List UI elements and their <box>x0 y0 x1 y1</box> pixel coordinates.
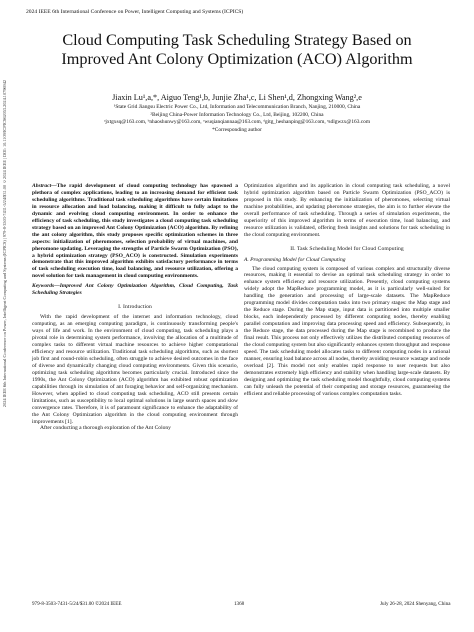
right-paragraph-2: The cloud computing system is composed of various complex and structurally diverse resources, making it essential to devise an optimal task scheduling strategy in order to enhance system efficiency and resource utilization. Presently, cloud computing systems widely adopt the MapReduce programming model, as it is particularly well-suited for handling the generation and processing of large-scale datasets. The MapReduce programming model divides computation tasks into two primary stages: the Map stage and the Reduce stage. During the Map stage, input data is partitioned into multiple smaller blocks, each independently processed by different computing nodes, thereby enabling parallel computation and improving data processing speed and efficiency. Subsequently, in the Reduce stage, the data processed during the Map stage is recombined to produce the final result. This process not only effectively utilizes the distributed computing resources of the cloud computing system but also significantly enhances system throughput and response speed. The task scheduling model allocates tasks to different computing nodes in a rational manner, ensuring load balance across all nodes, thereby avoiding resource wastage and node overload [2]. This model not only enables rapid response to user requests but also demonstrates extremely high efficiency and stability when handling large-scale datasets. By designing and optimizing the task scheduling model thoughtfully, cloud computing systems can fully unleash the potential of their computing and storage resources, guaranteeing the efficient and reliable processing of various complex computation tasks. <box>244 265 450 397</box>
doi-sidebar <box>2 80 11 620</box>
footer-isbn: 979-8-3503-7431-5/24/$31.00 ©2024 IEEE <box>32 601 122 607</box>
affiliation-1: ¹State Grid Jiangsu Electric Power Co., Ltd, Information and Telecommunication Branch, Nanjing, 210000, China <box>113 104 361 110</box>
abstract-label: Abstract— <box>32 183 57 189</box>
right-column <box>244 183 450 398</box>
author-emails: ᵃjxtgxsq@163.com, ᵇnhaoshunwy@163.com, ᶜwuqianqiannaa@163.com, ᵈgitg_heshanping@163.com, ᵉsdlgwzx@163.com <box>103 119 371 126</box>
abstract-text: The rapid development of cloud computing technology has spawned a plethora of complex applications, leading to an increasing demand for efficient task scheduling algorithms. Traditional task scheduling algorithms have certain limitations in resource allocation and load balancing, making it difficult to fully adapt to the dynamic and evolving cloud computing environment. In order to enhance the efficiency of task scheduling, this study investigates a cloud computing task scheduling strategy based on an improved Ant Colony Optimization (ACO) algorithm. By refining the ant colony algorithm, this study proposes specific optimization schemes in three aspects: initialization of pheromones, selection probability of virtual machines, and pheromone updating. Leveraging the strengths of Particle Swarm Optimization (PSO), a hybrid optimization strategy (PSO_ACO) is constructed. Simulation experiments demonstrate that this improved algorithm exhibits satisfactory performance in terms of task scheduling execution time, load balancing, and resource utilization, offering a novel solution for task management in cloud computing environments. <box>32 183 238 280</box>
keywords-label: Keywords— <box>32 283 60 290</box>
section-heading-task-scheduling: II. Task Scheduling Model for Cloud Computing <box>290 245 404 252</box>
right-paragraph-1: Optimization algorithm and its application in cloud computing task scheduling, a novel hybrid optimization algorithm based on Particle Swarm Optimization (PSO_ACO) is proposed in this study. By enhancing the initialization of pheromones, selecting virtual machine probabilities, and updating pheromone strategies, the aim is to further elevate the overall performance of task scheduling. Through a series of simulation experiments, the superiority of this improved algorithm in terms of execution time, load balancing, and resource utilization is validated, offering fresh insights and solutions for task scheduling in the cloud computing environment. <box>244 183 450 238</box>
footer-page-number: 1368 <box>234 601 245 607</box>
affiliation-2: ²Beijing China-Power Information Technology Co., Ltd, Beijing, 102200, China <box>150 111 324 118</box>
keywords-text: Improved Ant Colony Optimization Algorithm, Cloud Computing, Task Scheduling Strategies <box>32 283 238 297</box>
author-list: Jiaxin Lu¹,a,*, Aiguo Teng¹,b, Junjie Zha¹,c, Li Shen¹,d, Zhongxing Wang²,e <box>112 93 362 102</box>
paper-title: Cloud Computing Task Scheduling Strategy Based on Improved Ant Colony Optimization (ACO) Algorithm <box>61 31 413 68</box>
conference-header: 2024 IEEE 6th International Conference on Power, Intelligent Computing and Systems (ICPICS) <box>26 9 244 15</box>
intro-paragraph-1: With the rapid development of the internet and information technology, cloud computing, as an emerging computing paradigm, is continuously transforming people's ways of life and work. In the environment of cloud computing, task scheduling plays a pivotal role in determining system performance, involving the allocation of a multitude of complex tasks to different virtual machine resources to achieve higher computational efficiency and resource utilization. Traditional task scheduling algorithms, such as shortest job first and round-robin scheduling, often struggle to achieve desired outcomes in the face of diverse and dynamically changing cloud computing environments. Given this scenario, optimizing task scheduling algorithms becomes particularly crucial. Introduced since the 1990s, the Ant Colony Optimization (ACO) algorithm has exhibited robust optimization capabilities through its simulation of ant foraging behavior and self-organizing mechanism. However, when applied to cloud computing task scheduling, ACO still presents certain limitations, such as susceptibility to local optimal solutions in large search spaces and slow convergence rates. Therefore, it is of paramount significance to enhance the adaptability of the Ant Colony Optimization algorithm in the cloud computing environment through improvements [1]. <box>32 314 238 425</box>
affiliations <box>24 104 450 134</box>
subsection-heading-programming-model: A. Programming Model for Cloud Computing <box>244 256 346 263</box>
section-heading-introduction: I. Introduction <box>118 304 152 311</box>
left-column <box>32 183 238 432</box>
keywords <box>32 283 238 297</box>
corresponding-author: *Corresponding author <box>212 126 262 133</box>
abstract <box>32 183 238 280</box>
footer-date: July 26-28, 2024 Shenyang, China <box>380 601 451 607</box>
doi-sidebar-text: 2024 IEEE 6th International Conference on Power, Intelligent Computing and Systems (ICPICS) | 979-8-3503-7431-5/24/$31.00 ©2024 IEEE | DOI: 10.1109/ICPICS62053.2024.10796942 <box>2 80 7 408</box>
intro-paragraph-2: After conducting a thorough exploration of the Ant Colony <box>40 425 171 432</box>
